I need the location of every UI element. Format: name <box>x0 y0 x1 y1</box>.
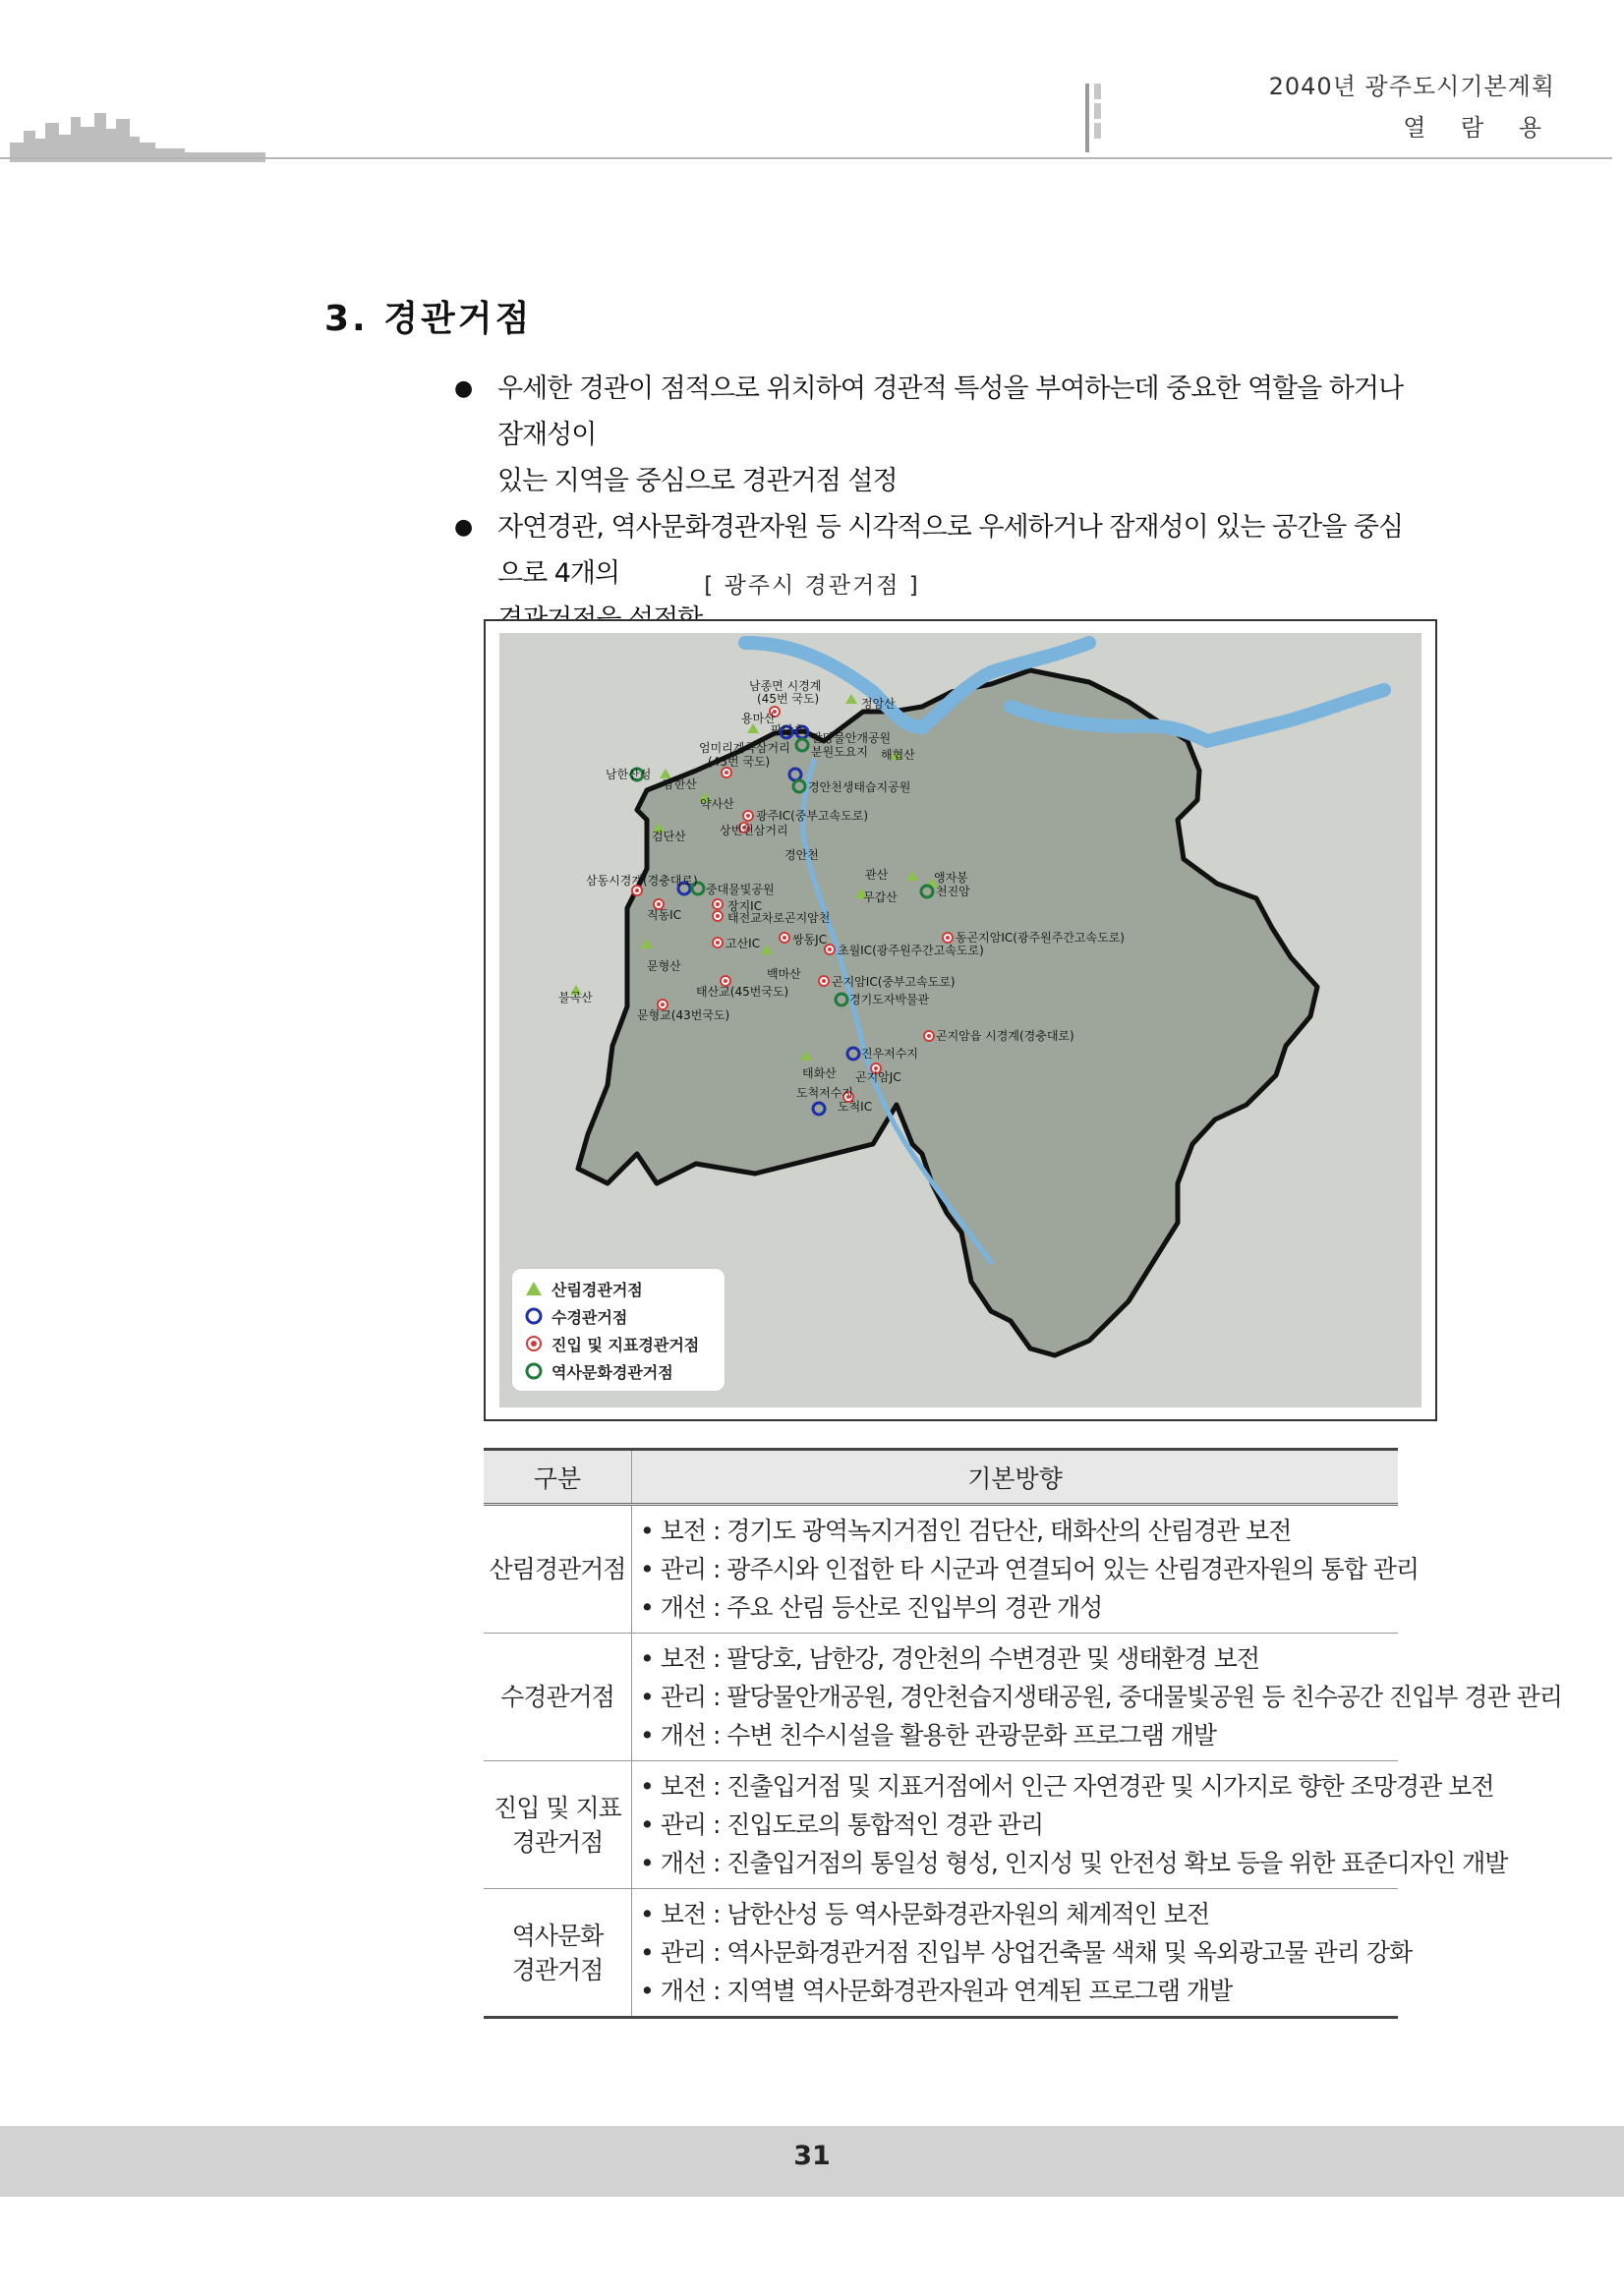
direction-item: • 관리 : 진입도로의 통합적인 경관 관리 <box>640 1810 1044 1839</box>
document-title: 2040년 광주도시기본계획 <box>1268 73 1555 100</box>
entry-marker <box>713 938 723 947</box>
map-label: 상번천삼거리 <box>720 824 788 837</box>
map-label: 곤지암JC <box>855 1070 901 1084</box>
map-label: 삼동시경계(경충대로) <box>586 874 698 888</box>
map-label: 경안천 <box>784 848 819 862</box>
map-label: 남종면 시경계 <box>749 679 822 693</box>
map-label: 문형산 <box>647 959 681 973</box>
direction-item: • 보전 : 진출입거점 및 지표거점에서 인근 자연경관 및 시가지로 향한 조망경관 보전 <box>640 1772 1494 1801</box>
map-label: 고산IC <box>725 937 761 950</box>
triangle-icon <box>522 1279 546 1298</box>
map-label: 남한산성 <box>606 768 652 781</box>
map-label: 도척IC <box>838 1100 873 1114</box>
direction-item: • 관리 : 팔당물안개공원, 경안천습지생태공원, 중대물빛공원 등 친수공간 진입부 경관 관리 <box>640 1683 1562 1711</box>
direction-item: • 보전 : 경기도 광역녹지거점인 검단산, 태화산의 산림경관 보전 <box>640 1517 1292 1545</box>
category-cell <box>484 1761 632 1889</box>
category-line: 산림경관거점 <box>489 1555 626 1583</box>
map-label: 진우저수지 <box>861 1047 918 1061</box>
map-label: 용마산 <box>741 712 776 725</box>
header-divider <box>0 157 1612 159</box>
map-legend <box>511 1268 725 1392</box>
direction-item: • 개선 : 수변 친수시설을 활용한 관광문화 프로그램 개발 <box>640 1721 1217 1750</box>
bullet-item <box>454 366 1408 504</box>
table-row <box>484 1634 1398 1761</box>
category-cell <box>484 1889 632 2018</box>
map-label: 앵자봉 <box>934 871 968 885</box>
map-label: 검단산 <box>652 830 686 843</box>
entry-marker <box>943 933 953 943</box>
entry-marker <box>713 899 723 909</box>
column-header: 기본방향 <box>632 1450 1399 1505</box>
table-row <box>484 1889 1398 2018</box>
section-bullet-list <box>454 366 1408 643</box>
bullet-dot-icon: ● <box>454 376 473 401</box>
items-cell <box>632 1634 1562 1761</box>
legend-label: 진입 및 지표경관거점 <box>551 1335 700 1354</box>
green-circle-icon <box>522 1361 546 1381</box>
category-cell <box>484 1505 632 1634</box>
map-label: 태산교(45번국도) <box>696 985 789 999</box>
direction-item: • 개선 : 지역별 역사문화경관자원과 연계된 프로그램 개발 <box>640 1977 1233 2005</box>
map-caption: [ 광주시 경관거점 ] <box>704 573 920 599</box>
map-label: 초월IC(광주원주간고속도로) <box>838 944 984 957</box>
map-label: 엄미리계곡삼거리 <box>699 741 790 755</box>
map-label: 경기도자박물관 <box>849 993 930 1006</box>
map-label: 도척저수지 <box>796 1086 853 1100</box>
direction-item: • 관리 : 광주시와 인접한 타 시군과 연결되어 있는 산림경관자원의 통합 관리 <box>640 1555 1420 1583</box>
skyline-logo-icon <box>10 93 265 162</box>
direction-item: • 개선 : 진출입거점의 통일성 형성, 인지성 및 안전성 확보 등을 위한 표준디자인 개발 <box>640 1849 1508 1877</box>
map-label: 남한산 <box>663 777 697 791</box>
entry-marker <box>819 976 829 986</box>
document-subtitle: 열 람 용 <box>1403 114 1555 142</box>
direction-item: • 보전 : 남한산성 등 역사문화경관자원의 체계적인 보전 <box>640 1900 1210 1928</box>
legend-label: 수경관거점 <box>551 1307 628 1327</box>
map-label: 곤지암IC(중부고속도로) <box>832 975 956 989</box>
map-label: 쌍동JC <box>792 933 828 947</box>
entry-marker <box>713 911 723 921</box>
legend-label: 역사문화경관거점 <box>551 1362 673 1382</box>
entry-marker <box>924 1031 934 1041</box>
map-label: 장지IC <box>727 899 763 913</box>
legend-item-heritage <box>522 1357 715 1385</box>
direction-item: • 관리 : 역사문화경관거점 진입부 상업건축물 색채 및 옥외광고물 관리 강화 <box>640 1938 1413 1967</box>
map-label: 태화산 <box>802 1066 837 1080</box>
landscape-direction-table <box>484 1448 1562 2019</box>
map-label: 팔당물안개공원 <box>811 731 892 745</box>
blue-circle-icon <box>522 1306 546 1326</box>
category-line: 경관거점 <box>511 1827 604 1857</box>
category-cell <box>484 1634 632 1761</box>
map-label: (45번 국도) <box>757 692 820 706</box>
category-line: 경관거점 <box>511 1955 604 1984</box>
direction-item: • 보전 : 팔당호, 남한강, 경안천의 수변경관 및 생태환경 보전 <box>640 1644 1260 1673</box>
map-label: 곤지암읍 시경계(경충대로) <box>936 1029 1074 1043</box>
map-label: 중대물빛공원 <box>706 883 775 896</box>
legend-item-water <box>522 1302 715 1330</box>
items-cell <box>632 1889 1413 2018</box>
map-label: 문형교(43번국도) <box>637 1008 730 1022</box>
table-row <box>484 1761 1398 1889</box>
legend-item-forest <box>522 1275 715 1302</box>
map-label: 직동IC <box>647 908 682 922</box>
map-label: 광주IC(중부고속도로) <box>756 809 869 823</box>
map-label: 관산 <box>865 868 889 882</box>
map-label: 경안천생태습지공원 <box>808 780 911 794</box>
category-line: 수경관거점 <box>500 1683 614 1711</box>
table-header-row <box>484 1450 1398 1505</box>
map-label: 천진암 <box>936 885 970 898</box>
table-row <box>484 1505 1398 1634</box>
entry-marker <box>722 768 731 777</box>
map-label: 불곡산 <box>558 991 593 1004</box>
map-label: 백마산 <box>767 967 801 981</box>
bullet-line: 있는 지역을 중심으로 경관거점 설정 <box>497 466 898 496</box>
map-label: 해협산 <box>881 748 915 762</box>
entry-marker <box>780 933 789 943</box>
legend-label: 산림경관거점 <box>551 1280 643 1299</box>
map-label: 분원도요지 <box>811 745 868 759</box>
header-separator-icon <box>1085 84 1103 152</box>
bullet-line: 자연경관, 역사문화경관자원 등 시각적으로 우세하거나 잠재성이 있는 공간을 중심으로 4개의 <box>497 512 1404 589</box>
items-cell <box>632 1761 1508 1889</box>
column-header: 구분 <box>484 1450 632 1505</box>
map-label: 동곤지암IC(광주원주간고속도로) <box>956 931 1125 945</box>
red-target-icon <box>522 1334 546 1353</box>
map-label: 정암산 <box>861 697 896 711</box>
category-line: 역사문화 <box>511 1921 604 1950</box>
map-label: 약사산 <box>700 797 734 811</box>
category-line: 진입 및 지표 <box>493 1793 621 1822</box>
bullet-line: 우세한 경관이 점적으로 위치하여 경관적 특성을 부여하는데 중요한 역할을 하거나 잠재성이 <box>497 373 1404 450</box>
section-title: 3. 경관거점 <box>324 299 533 339</box>
page-number: 31 <box>793 2141 831 2171</box>
map-label: 팔당호 <box>771 723 805 737</box>
entry-marker <box>743 811 753 821</box>
map-label: 무갑산 <box>863 890 898 904</box>
map-label: 태전교차로 <box>727 911 784 925</box>
map-label: (43번 국도) <box>708 755 771 769</box>
items-cell <box>632 1505 1420 1634</box>
legend-item-entry <box>522 1330 715 1357</box>
direction-item: • 개선 : 주요 산림 등산로 진입부의 경관 개성 <box>640 1593 1103 1622</box>
map-label: 곤지암천 <box>784 911 831 925</box>
bullet-dot-icon: ● <box>454 515 473 540</box>
